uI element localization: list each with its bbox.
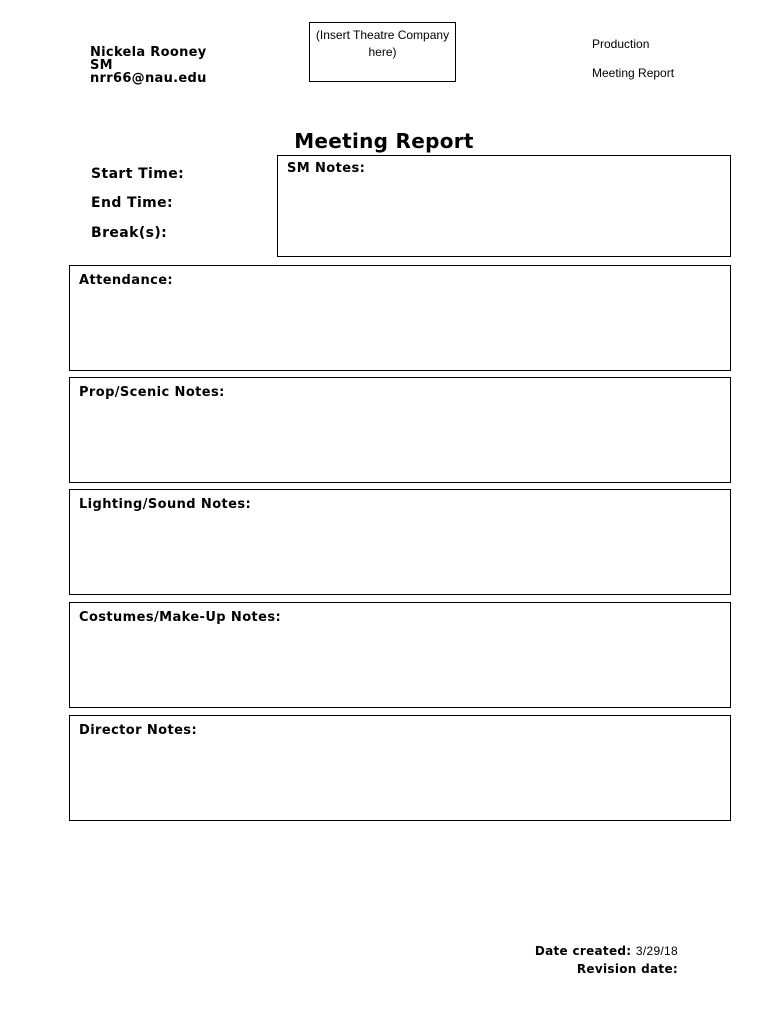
costumes-makeup-notes-label: Costumes/Make-Up Notes: (79, 610, 282, 625)
sm-notes-box[interactable] (277, 155, 731, 257)
date-created-value: 3/29/18 (635, 944, 678, 958)
theatre-company-box (309, 22, 456, 82)
sm-notes-label: SM Notes: (287, 161, 366, 176)
lighting-sound-notes-box[interactable] (69, 489, 731, 595)
prop-scenic-notes-label: Prop/Scenic Notes: (79, 385, 225, 400)
sm-role: SM (90, 58, 113, 73)
sm-name: Nickela Rooney (90, 45, 207, 60)
prop-scenic-notes-box[interactable] (69, 377, 731, 483)
end-time-label: End Time: (91, 195, 174, 211)
lighting-sound-notes-label: Lighting/Sound Notes: (79, 497, 252, 512)
start-time-label: Start Time: (91, 166, 185, 182)
attendance-label: Attendance: (79, 273, 174, 288)
attendance-box[interactable] (69, 265, 731, 371)
theatre-company-placeholder: (Insert Theatre Company here) (315, 28, 450, 59)
report-type-label: Meeting Report (592, 66, 675, 80)
costumes-makeup-notes-box[interactable] (69, 602, 731, 708)
director-notes-box[interactable] (69, 715, 731, 821)
director-notes-label: Director Notes: (79, 723, 198, 738)
sm-email: nrr66@nau.edu (90, 71, 207, 86)
production-label: Production (592, 37, 650, 51)
stage-manager-info (90, 46, 207, 85)
page-title: Meeting Report (294, 129, 474, 153)
date-created (535, 944, 678, 958)
revision-date-label: Revision date: (576, 962, 678, 976)
breaks-label: Break(s): (91, 225, 168, 241)
date-created-label: Date created: (534, 944, 632, 958)
